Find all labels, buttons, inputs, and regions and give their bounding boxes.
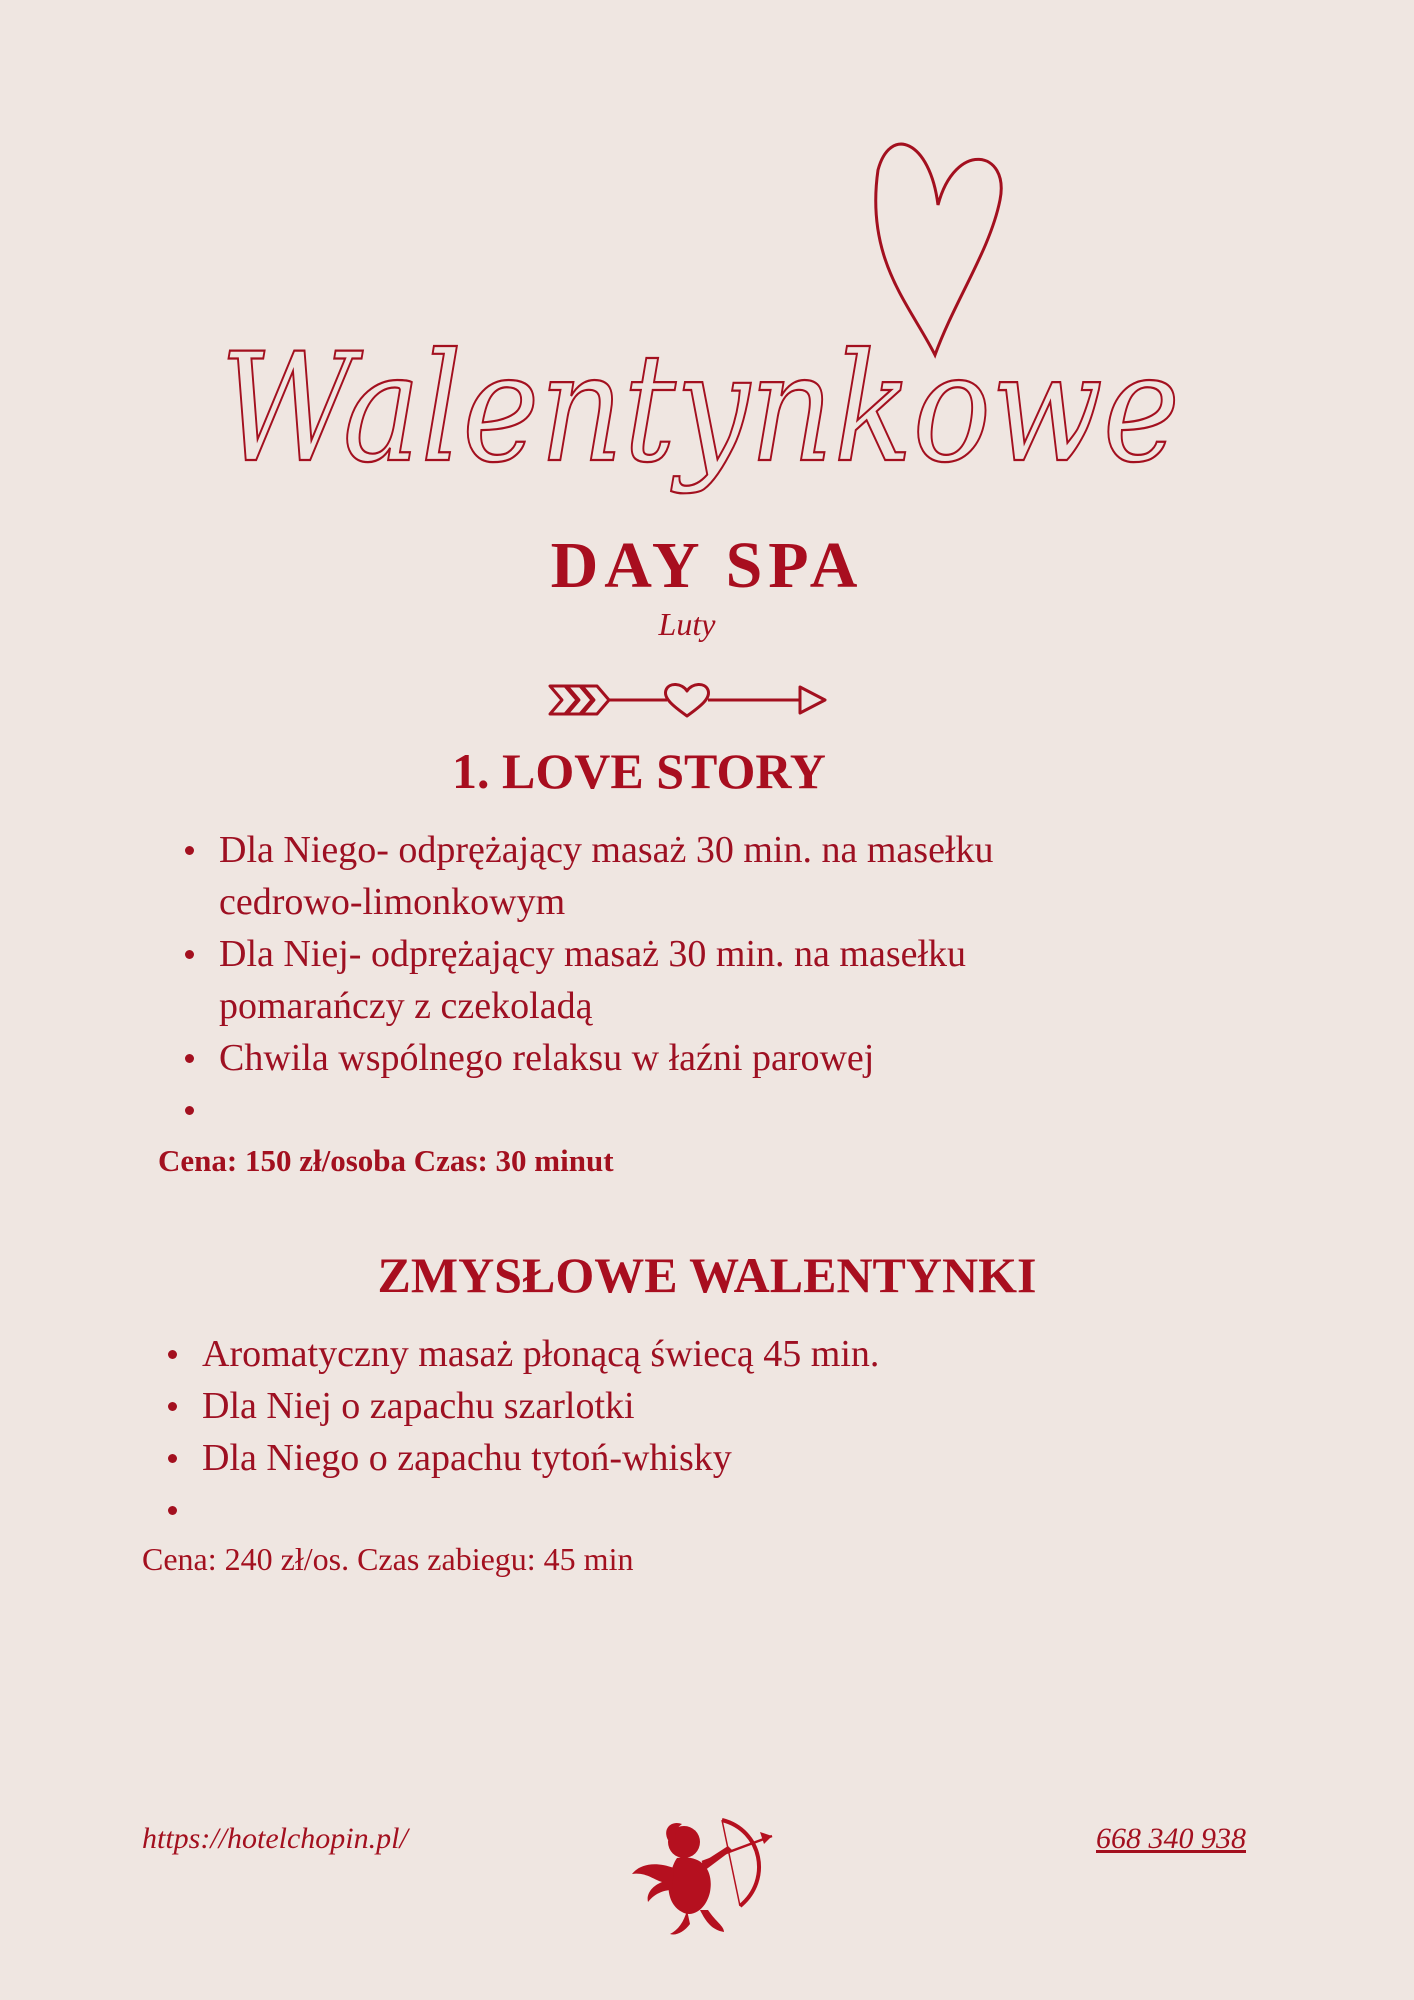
cupid-icon [632, 1810, 782, 1945]
love-story-price: Cena: 150 zł/osoba Czas: 30 minut [158, 1143, 614, 1178]
bullet-icon [185, 1054, 194, 1063]
section-title-zmyslowe-walentynki: ZMYSŁOWE WALENTYNKI [377, 1247, 1037, 1303]
list-item [219, 928, 1139, 1032]
subtitle: DAY SPA [550, 529, 864, 602]
list-item-text: Dla Niej- odprężający masaż 30 min. na masełku pomarańczy z czekoladą [219, 933, 967, 1027]
phone-link[interactable]: 668 340 938 [1096, 1822, 1246, 1855]
script-title [210, 130, 1190, 550]
bullet-icon [168, 1506, 177, 1515]
list-item-text: Aromatyczny masaż płonącą świecą 45 min. [202, 1333, 880, 1375]
month-label: Luty [658, 606, 716, 642]
bullet-icon [168, 1402, 177, 1411]
bullet-icon [168, 1350, 177, 1359]
zmyslowe-walentynki-list [202, 1328, 1122, 1536]
list-item [202, 1432, 1122, 1484]
list-item [219, 1084, 1139, 1136]
list-item [219, 824, 1139, 928]
list-item-text: Dla Niego o zapachu tytoń-whisky [202, 1437, 732, 1479]
bullet-icon [185, 950, 194, 959]
bullet-icon [185, 846, 194, 855]
list-item-text: Dla Niej o zapachu szarlotki [202, 1385, 635, 1427]
list-item [202, 1484, 1122, 1536]
list-item [202, 1380, 1122, 1432]
list-item-text: Chwila wspólnego relaksu w łaźni parowej [219, 1037, 875, 1079]
arrow-heart-icon [545, 678, 830, 722]
list-item-text: Dla Niego- odprężający masaż 30 min. na masełku cedrowo-limonkowym [219, 829, 994, 923]
list-item [219, 1032, 1139, 1084]
zmyslowe-walentynki-price: Cena: 240 zł/os. Czas zabiegu: 45 min [142, 1541, 634, 1577]
website-link[interactable]: https://hotelchopin.pl/ [142, 1822, 408, 1855]
script-title-text: Walentynkowe [220, 322, 1180, 496]
section-title-love-story: 1. LOVE STORY [452, 743, 826, 799]
bullet-icon [185, 1106, 194, 1115]
bullet-icon [168, 1454, 177, 1463]
list-item [202, 1328, 1122, 1380]
love-story-list [219, 824, 1139, 1136]
